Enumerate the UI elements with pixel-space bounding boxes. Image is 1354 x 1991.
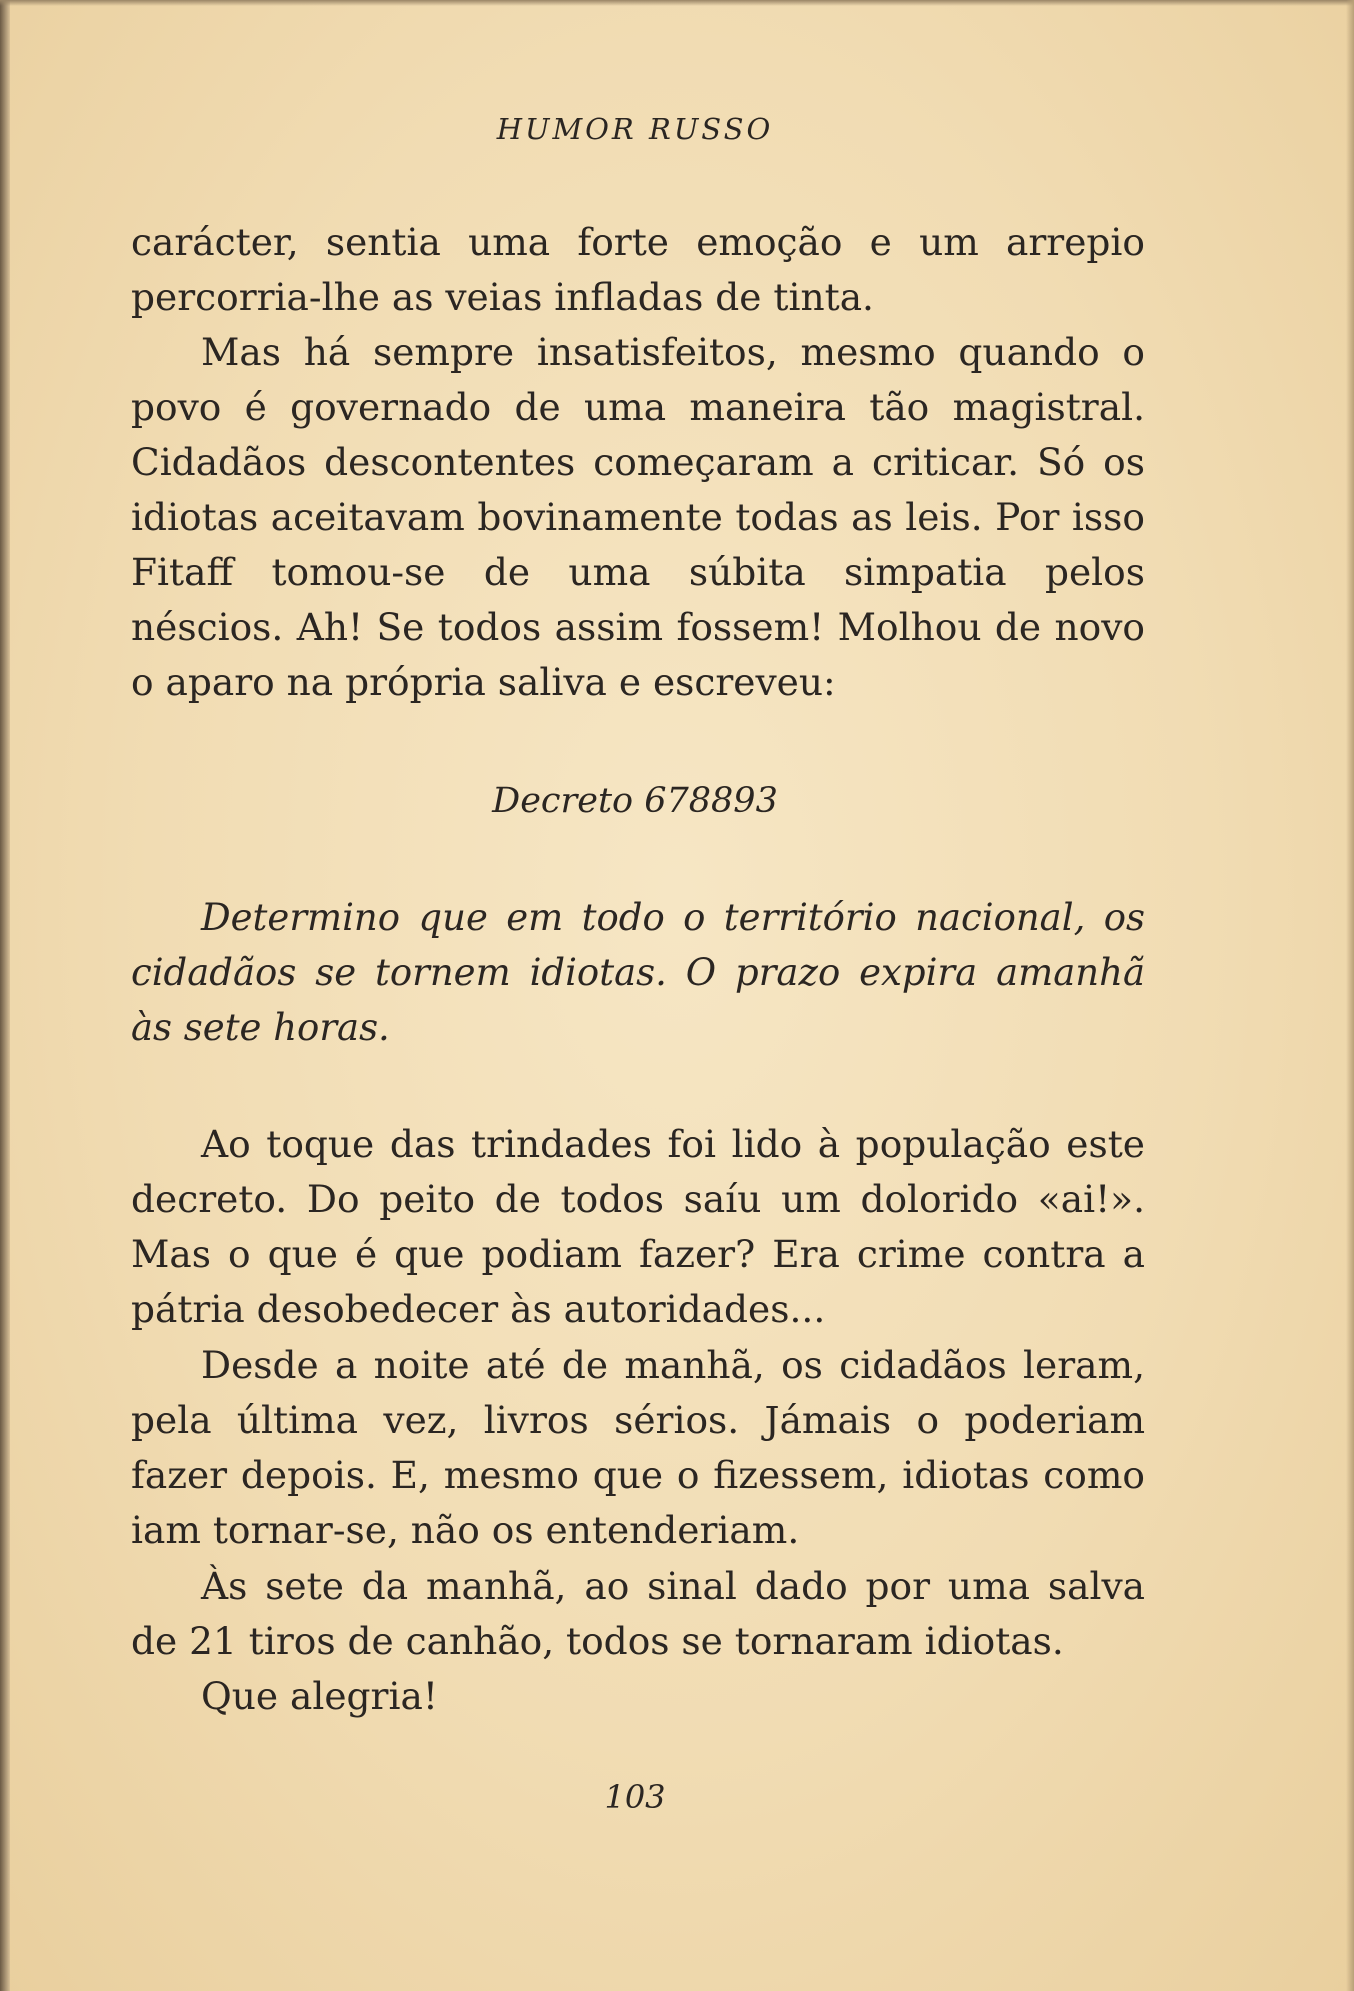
page-number: 103 (604, 1778, 666, 1816)
page-top-edge (0, 0, 1354, 6)
decree-title: Decreto 678893 (492, 781, 778, 821)
running-head: HUMOR RUSSO (496, 112, 774, 146)
page-left-edge (0, 0, 10, 1991)
paragraph-5: Às sete da manhã, ao sinal dado por uma salva de 21 tiros de canhão, todos se tornaram idiotas. (131, 1564, 1145, 1663)
page-right-edge (1346, 0, 1354, 1991)
paragraph-6: Que alegria! (201, 1674, 438, 1718)
decree-text: Determino que em todo o território nacional, os cidadãos se tornem idiotas. O prazo expira amanhã às sete horas. (131, 896, 1145, 1049)
paragraph-4: Desde a noite até de manhã, os cidadãos leram, pela última vez, livros sérios. Jámais o poderiam fazer depois. E, mesmo que o fizessem, idiotas como iam tornar-se, não os entenderiam. (131, 1343, 1145, 1552)
paragraph-2: Mas há sempre insatisfeitos, mesmo quando o povo é governado de uma maneira tão magistral. Cidadãos descontentes começaram a criticar. Só os idiotas aceitavam bovinamente todas as leis. Por isso Fitaff tomou-se de uma súbita simpatia pelos néscios. Ah! Se todos assim fossem! Molhou de novo o aparo na própria saliva e escreveu: (131, 330, 1145, 704)
paragraph-1: carácter, sentia uma forte emoção e um arrepio percorria-lhe as veias infladas de tinta. (131, 220, 1145, 319)
paragraph-3: Ao toque das trindades foi lido à população este decreto. Do peito de todos saíu um dolorido «ai!». Mas o que é que podiam fazer? Era crime contra a pátria desobedecer às autoridades... (131, 1122, 1145, 1331)
